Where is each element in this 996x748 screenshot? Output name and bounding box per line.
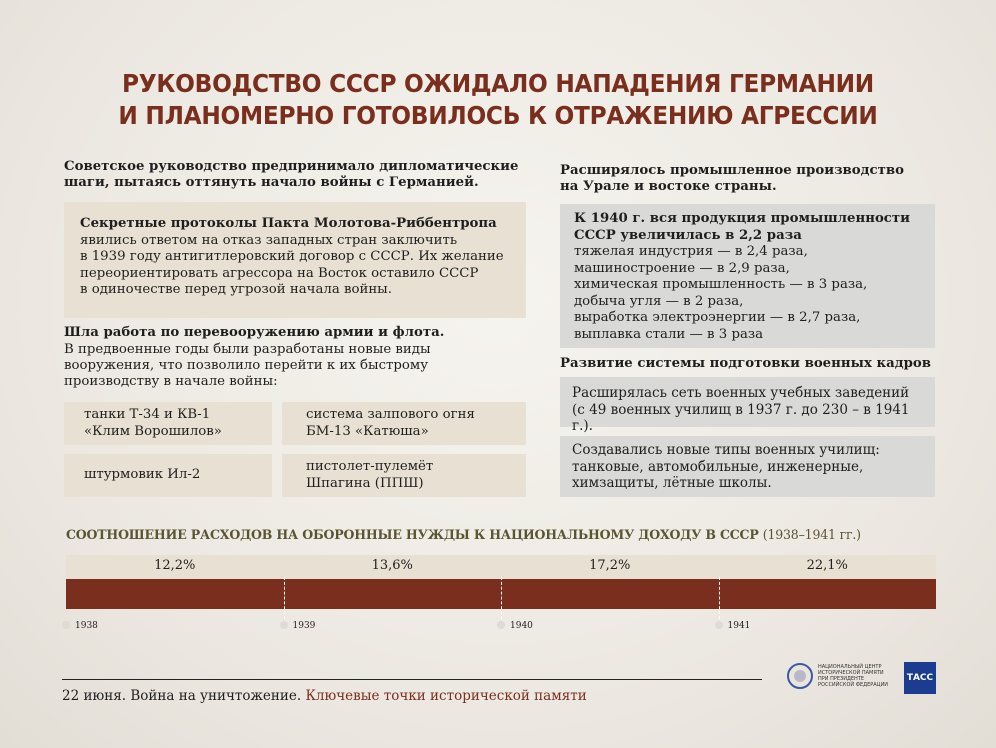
chart-value-label-1938: 12,2%: [154, 558, 196, 573]
rearm-text: В предвоенные годы были разработаны новые виды вооружения, что позволило перейти к их быстрому производству в начале войны:: [64, 342, 431, 389]
footer-accent: Ключевые точки исторической памяти: [305, 688, 587, 704]
rearm-heading: Шла работа по перевооружению армии и флота.: [64, 325, 445, 340]
chart-year-label-1941: 1941: [727, 621, 751, 631]
chart-year-dot-1940: [497, 621, 505, 629]
types-box: Создавались новые типы военных училищ: танковые, автомобильные, инженерные, химзащиты, лётные школы.: [560, 436, 935, 497]
chart-tick-1940: [501, 577, 502, 619]
diplomacy-heading: Советское руководство предпринимало дипломатические шаги, пытаясь оттянуть начало войны с Германией.: [64, 159, 519, 190]
chart-year-label-1939: 1939: [292, 621, 316, 631]
chart-year-dot-1939: [280, 621, 288, 629]
footer-text: 22 июня. Война на уничтожение. Ключевые точки исторической памяти: [62, 688, 587, 704]
chart-title: СООТНОШЕНИЕ РАСХОДОВ НА ОБОРОННЫЕ НУЖДЫ К НАЦИОНАЛЬНОМУ ДОХОДУ В СССР (1938–1941 гг.): [66, 528, 861, 543]
chart-value-label-1941: 22,1%: [806, 558, 848, 573]
emblem-icon: [787, 663, 813, 689]
weapon-card-katyusha: система залпового огня БМ-13 «Катюша»: [282, 402, 526, 445]
chart-value-label-1940: 17,2%: [589, 558, 631, 573]
schools-box: Расширялась сеть военных учебных заведений (с 49 военных училищ в 1937 г. до 230 – в 1941 г.).: [560, 377, 935, 427]
weapon-card-il2: штурмовик Ил-2: [64, 454, 272, 497]
chart-tick-1939: [284, 577, 285, 619]
page-title: [35, 68, 961, 132]
industry-heading: Расширялось промышленное производство на Урале и востоке страны.: [560, 163, 904, 194]
chart-year-label-1940: 1940: [510, 621, 533, 631]
weapon-card-t34: танки Т-34 и КВ-1 «Клим Ворошилов»: [64, 402, 272, 445]
tass-logo: ТАСС: [904, 662, 936, 694]
industry-box: К 1940 г. вся продукция промышленности СССР увеличилась в 2,2 раза тяжелая индустрия — в 2,4 раза, машиностроение — в 2,9 раза, химическая промышленность — в 3 раза, добыча угля — в 2 раза, выработка электроэнергии — в 2,7 раза, выплавка стали — в 3 раза: [560, 204, 935, 348]
page-title-line-2: И ПЛАНОМЕРНО ГОТОВИЛОСЬ К ОТРАЖЕНИЮ АГРЕССИИ: [118, 101, 878, 130]
weapon-card-ppsh: пистолет-пулемёт Шпагина (ППШ): [282, 454, 526, 497]
chart-subtitle: (1938–1941 гг.): [762, 528, 861, 543]
chart-value-label-1939: 13,6%: [371, 558, 413, 573]
chart-tick-1941: [719, 577, 720, 619]
pact-box: Секретные протоколы Пакта Молотова-Риббентропа явились ответом на отказ западных стран заключить в 1939 году антигитлеровский договор с СССР. Их желание переориентировать агрессора на Восток оставило СССР в одиночестве перед угрозой начала войны.: [64, 202, 526, 318]
pact-box-bold: Секретные протоколы Пакта Молотова-Риббентропа: [80, 216, 497, 231]
chart-year-dot-1941: [715, 621, 723, 629]
footer-divider: [62, 679, 762, 680]
defense-spending-chart: [66, 555, 936, 640]
memory-center-logo: НАЦИОНАЛЬНЫЙ ЦЕНТР ИСТОРИЧЕСКОЙ ПАМЯТИ ПРИ ПРЕЗИДЕНТЕ РОССИЙСКОЙ ФЕДЕРАЦИИ: [787, 663, 890, 689]
cadre-heading: Развитие системы подготовки военных кадров: [560, 356, 931, 371]
chart-year-dot-1938: [62, 621, 70, 629]
page-title-line-1: РУКОВОДСТВО СССР ОЖИДАЛО НАПАДЕНИЯ ГЕРМАНИИ: [122, 69, 874, 98]
chart-year-label-1938: 1938: [75, 621, 98, 631]
